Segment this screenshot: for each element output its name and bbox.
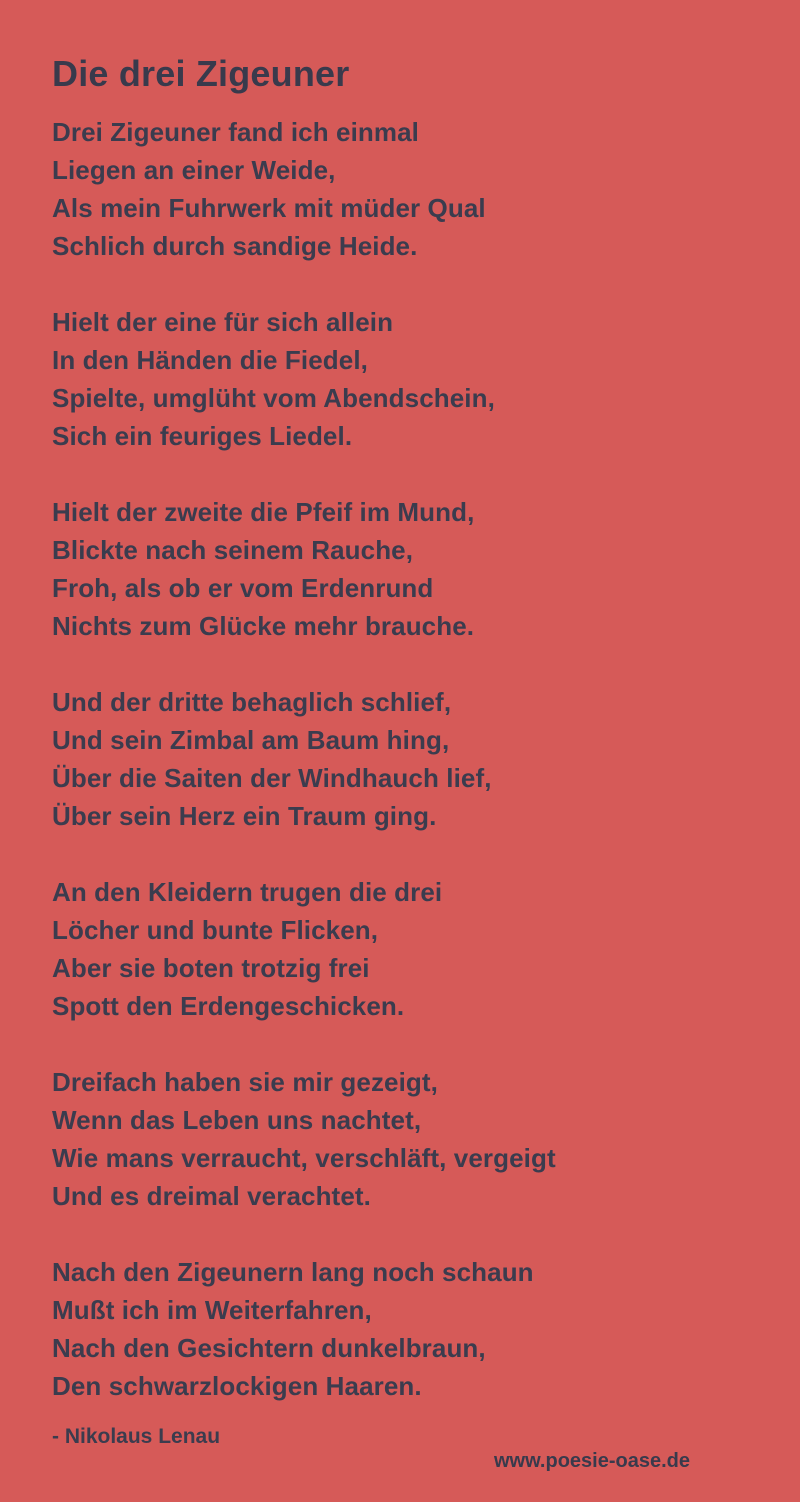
verse-line: Spielte, umglüht vom Abendschein, — [52, 383, 495, 413]
verse-line: Nach den Gesichtern dunkelbraun, — [52, 1333, 486, 1363]
stanza-5 — [52, 873, 760, 1025]
verse-line: In den Händen die Fiedel, — [52, 345, 368, 375]
verse-line: Und es dreimal verachtet. — [52, 1181, 371, 1211]
stanza-7 — [52, 1253, 760, 1405]
verse-line: Über sein Herz ein Traum ging. — [52, 801, 437, 831]
stanza-6 — [52, 1063, 760, 1215]
poem-body — [52, 113, 760, 1405]
verse-line: An den Kleidern trugen die drei — [52, 877, 443, 907]
verse-line: Als mein Fuhrwerk mit müder Qual — [52, 193, 486, 223]
verse-line: Nichts zum Glücke mehr brauche. — [52, 611, 475, 641]
verse-line: Nach den Zigeunern lang noch schaun — [52, 1257, 534, 1287]
poem-title: Die drei Zigeuner — [52, 53, 350, 94]
verse-line: Froh, als ob er vom Erdenrund — [52, 573, 434, 603]
verse-line: Dreifach haben sie mir gezeigt, — [52, 1067, 438, 1097]
verse-line: Hielt der eine für sich allein — [52, 307, 394, 337]
stanza-2 — [52, 303, 760, 455]
verse-line: Schlich durch sandige Heide. — [52, 231, 418, 261]
verse-line: Aber sie boten trotzig frei — [52, 953, 370, 983]
verse-line: Den schwarzlockigen Haaren. — [52, 1371, 422, 1401]
verse-line: Und sein Zimbal am Baum hing, — [52, 725, 450, 755]
verse-line: Wenn das Leben uns nachtet, — [52, 1105, 422, 1135]
stanza-3 — [52, 493, 760, 645]
website-url: www.poesie-oase.de — [494, 1450, 690, 1472]
verse-line: Löcher und bunte Flicken, — [52, 915, 379, 945]
stanza-4 — [52, 683, 760, 835]
verse-line: Über die Saiten der Windhauch lief, — [52, 763, 492, 793]
verse-line: Blickte nach seinem Rauche, — [52, 535, 414, 565]
verse-line: Hielt der zweite die Pfeif im Mund, — [52, 497, 475, 527]
verse-line: Wie mans verraucht, verschläft, vergeigt — [52, 1143, 556, 1173]
verse-line: Drei Zigeuner fand ich einmal — [52, 117, 419, 147]
verse-line: Und der dritte behaglich schlief, — [52, 687, 452, 717]
stanza-1 — [52, 113, 760, 265]
verse-line: Liegen an einer Weide, — [52, 155, 336, 185]
verse-line: Sich ein feuriges Liedel. — [52, 421, 353, 451]
verse-line: Mußt ich im Weiterfahren, — [52, 1295, 372, 1325]
verse-line: Spott den Erdengeschicken. — [52, 991, 405, 1021]
poem-author-attribution: - Nikolaus Lenau — [52, 1425, 221, 1448]
